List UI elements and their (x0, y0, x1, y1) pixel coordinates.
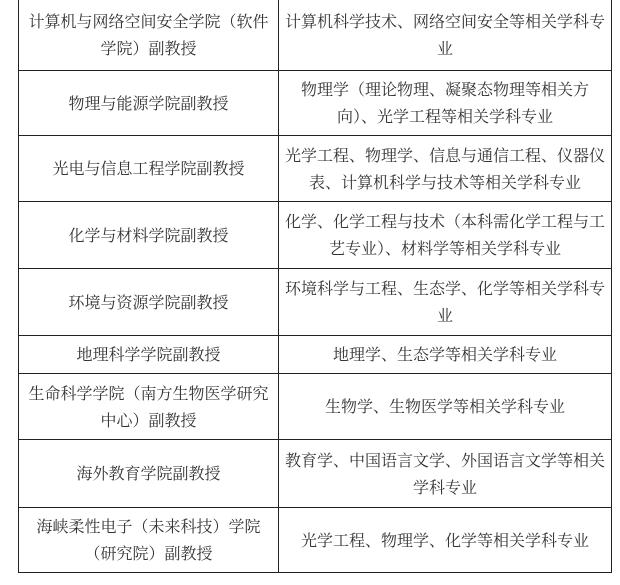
table-row (19, 440, 612, 508)
major-cell: 教育学、中国语言文学、外国语言文学等相关学科专业 (279, 440, 612, 508)
positions-table (18, 0, 612, 573)
major-cell: 光学工程、物理学、化学等相关学科专业 (279, 508, 612, 573)
major-cell: 光学工程、物理学、信息与通信工程、仪器仪表、计算机科学与技术等相关学科专业 (279, 136, 612, 202)
table-row (19, 0, 612, 71)
position-cell: 计算机与网络空间安全学院（软件学院）副教授 (19, 0, 279, 71)
position-cell: 海峡柔性电子（未来科技）学院（研究院）副教授 (19, 508, 279, 573)
major-cell: 化学、化学工程与技术（本科需化学工程与工艺专业）、材料学等相关学科专业 (279, 202, 612, 269)
major-cell: 物理学（理论物理、凝聚态物理等相关方向）、光学工程等相关学科专业 (279, 71, 612, 136)
position-cell: 光电与信息工程学院副教授 (19, 136, 279, 202)
major-cell: 生物学、生物医学等相关学科专业 (279, 374, 612, 440)
table-row (19, 508, 612, 573)
position-cell: 环境与资源学院副教授 (19, 269, 279, 336)
table-row (19, 71, 612, 136)
major-cell: 地理学、生态学等相关学科专业 (279, 336, 612, 374)
position-cell: 地理科学学院副教授 (19, 336, 279, 374)
position-cell: 物理与能源学院副教授 (19, 71, 279, 136)
table-row (19, 136, 612, 202)
table-row (19, 336, 612, 374)
major-cell: 计算机科学技术、网络空间安全等相关学科专业 (279, 0, 612, 71)
position-cell: 海外教育学院副教授 (19, 440, 279, 508)
major-cell: 环境科学与工程、生态学、化学等相关学科专业 (279, 269, 612, 336)
position-cell: 生命科学学院（南方生物医学研究中心）副教授 (19, 374, 279, 440)
table-row (19, 202, 612, 269)
table-row (19, 374, 612, 440)
position-cell: 化学与材料学院副教授 (19, 202, 279, 269)
table-row (19, 269, 612, 336)
